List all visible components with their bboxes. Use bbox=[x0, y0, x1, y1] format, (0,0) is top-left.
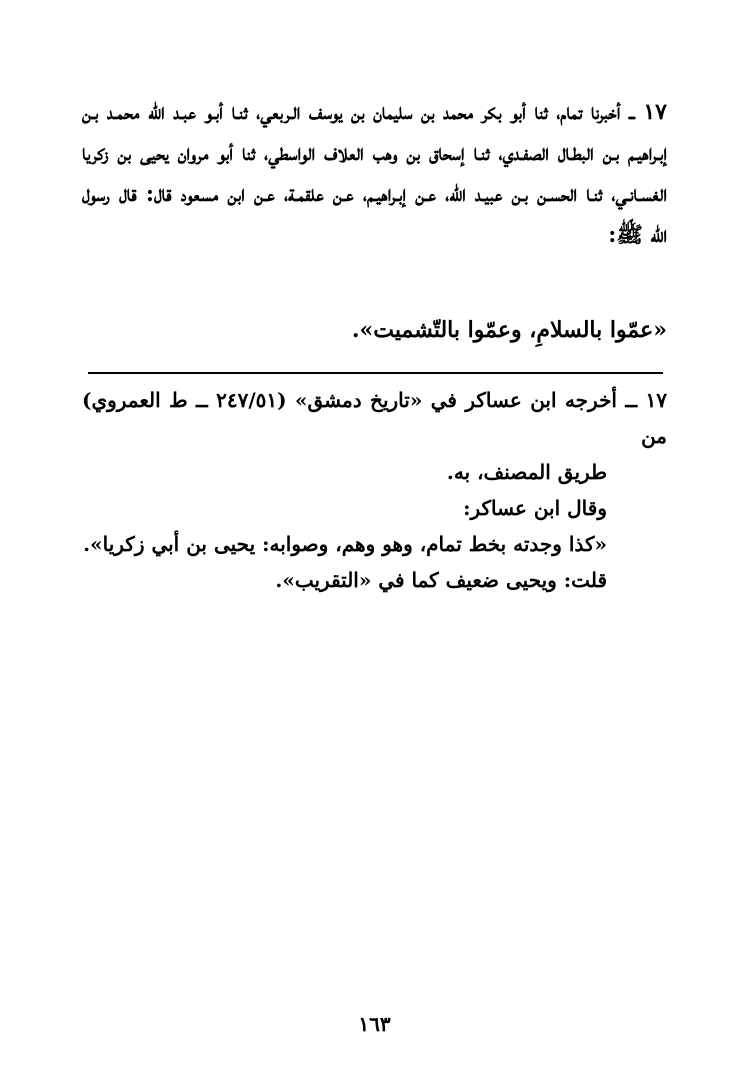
hadith-number: ١٧ ــ bbox=[629, 99, 667, 125]
footnote-line: ١٧ ــ أخرجه ابن عساكر في «تاريخ دمشق» (٢٤٧/٥١ ــ ط العمروي) من bbox=[82, 388, 667, 448]
footnote-line: «كذا وجدته بخط تمام، وهو وهم، وصوابه: يحيى بن أبي زكريا». bbox=[83, 532, 607, 556]
hadith-chain-text: أخبرنا تمام، ثنا أبو بكر محمد بن سليمان بن يوسف الـربعي، ثنـا أبـو عبـد الله محمـد بـن إبـراهيـم بـن البطـال الصفـدي، ثنـا إسحاق بن وهب العلاف الواسطي، ثنا أبو مروان يحيى بن زكريا الغسـانـي، ثنـا الحسـن بـن عبيـد الله، عـن إبـراهيـم، عـن علقمـة، عـن ابن مسعود قال: قال رسول الله ﷺ: bbox=[82, 99, 667, 248]
hadith-paragraph bbox=[82, 92, 667, 256]
footnote-line: قلت: ويحيى ضعيف كما في «التقريب». bbox=[275, 568, 607, 592]
page-number: ١٦٣ bbox=[358, 1012, 391, 1036]
footnote-line: طريق المصنف، به. bbox=[446, 460, 607, 484]
footnote-line: وقال ابن عساكر: bbox=[463, 496, 607, 520]
footnote-divider bbox=[88, 372, 663, 374]
footnotes-block bbox=[82, 382, 667, 598]
hadith-quote: «عمّوا بالسلامِ، وعمّوا بالتّشميت». bbox=[351, 317, 667, 343]
main-text-block bbox=[82, 92, 667, 256]
